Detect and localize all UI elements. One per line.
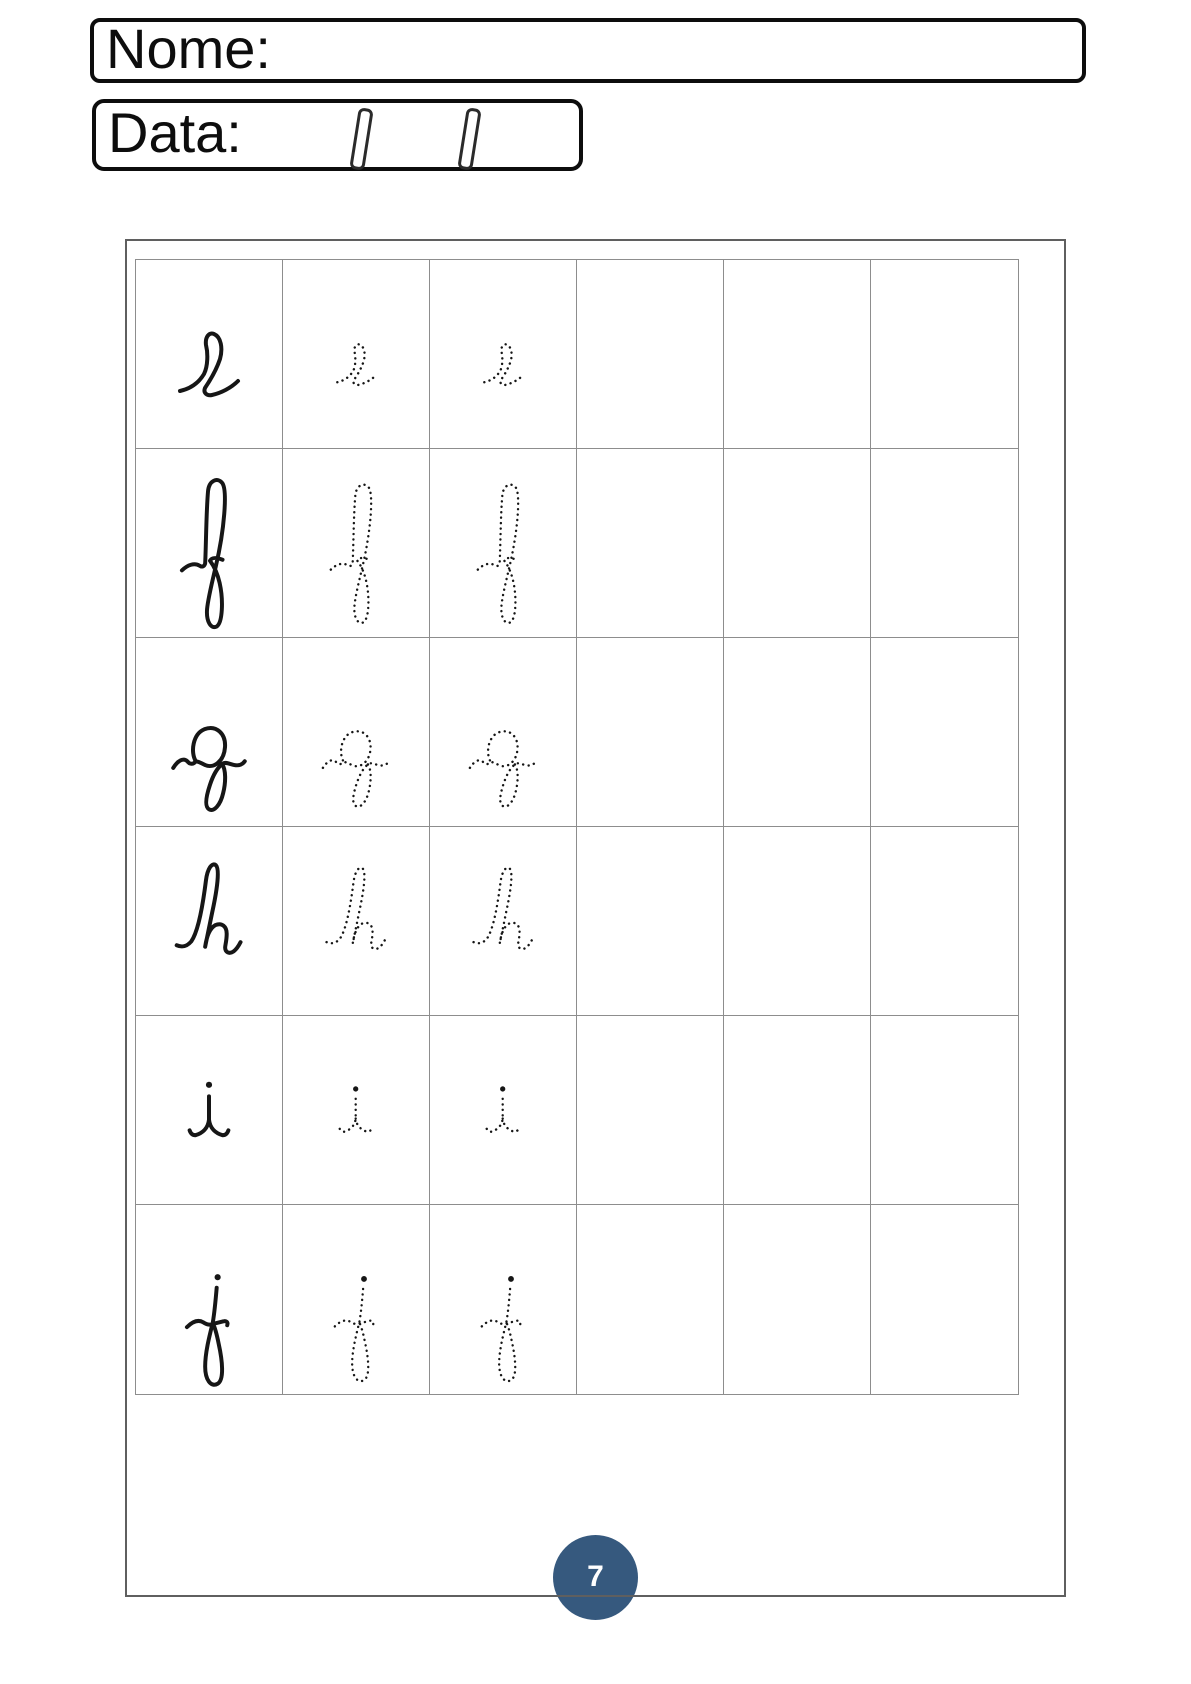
- practice-cell-r3c6: [871, 638, 1018, 827]
- page-number-badge: [553, 1535, 638, 1620]
- practice-cell-r6c6: [871, 1205, 1018, 1394]
- letter-dot: [215, 1274, 221, 1280]
- letter-dot: [500, 1086, 505, 1091]
- practice-cell-r3c1: [136, 638, 283, 827]
- practice-cell-r5c5: [724, 1016, 871, 1205]
- letter-dot: [353, 1086, 358, 1091]
- practice-cell-r2c5: [724, 449, 871, 638]
- date-slash-icon: [457, 107, 482, 171]
- practice-cell-r5c2: [283, 1016, 430, 1205]
- practice-cell-r4c1: [136, 827, 283, 1016]
- practice-cell-r4c6: [871, 827, 1018, 1016]
- practice-cell-r5c6: [871, 1016, 1018, 1205]
- letter-i-solid: [187, 1079, 231, 1141]
- practice-cell-r1c2: [283, 260, 430, 449]
- letter-dot: [361, 1276, 367, 1282]
- practice-cell-r1c4: [577, 260, 724, 449]
- letter-e-solid: [178, 327, 240, 401]
- practice-cell-r3c2: [283, 638, 430, 827]
- practice-grid: [135, 259, 1019, 1395]
- practice-cell-r6c3: [430, 1205, 577, 1394]
- practice-cell-r6c2: [283, 1205, 430, 1394]
- date-slash-icon: [349, 107, 374, 171]
- practice-cell-r4c5: [724, 827, 871, 1016]
- practice-cell-r2c4: [577, 449, 724, 638]
- practice-cell-r3c4: [577, 638, 724, 827]
- practice-cell-r6c1: [136, 1205, 283, 1394]
- letter-g-solid: [169, 718, 249, 814]
- practice-cell-r6c4: [577, 1205, 724, 1394]
- letter-f-dotted: [476, 479, 531, 628]
- practice-cell-r4c3: [430, 827, 577, 1016]
- practice-cell-r3c5: [724, 638, 871, 827]
- name-label: Nome:: [106, 16, 271, 80]
- practice-cell-r1c1: [136, 260, 283, 449]
- practice-cell-r1c3: [430, 260, 577, 449]
- name-field-box: [90, 18, 1086, 83]
- letter-e-dotted: [483, 340, 524, 389]
- practice-cell-r2c3: [430, 449, 577, 638]
- letter-f-solid: [180, 474, 238, 632]
- date-field-box: [92, 99, 583, 171]
- date-label: Data:: [108, 101, 242, 164]
- practice-cell-r3c3: [430, 638, 577, 827]
- practice-cell-r2c1: [136, 449, 283, 638]
- letter-h-dotted: [472, 860, 535, 952]
- letter-j-solid: [185, 1272, 233, 1388]
- letter-h-solid: [175, 856, 243, 956]
- practice-cell-r2c2: [283, 449, 430, 638]
- letter-e-dotted: [336, 340, 377, 389]
- letter-f-dotted: [329, 479, 384, 628]
- letter-j-dotted: [480, 1274, 526, 1384]
- practice-cell-r1c6: [871, 260, 1018, 449]
- letter-i-dotted: [337, 1084, 374, 1137]
- letter-dot: [508, 1276, 514, 1282]
- practice-cell-r5c1: [136, 1016, 283, 1205]
- practice-cell-r5c4: [577, 1016, 724, 1205]
- letter-dot: [206, 1082, 212, 1088]
- letter-g-dotted: [319, 722, 393, 810]
- letter-h-dotted: [325, 860, 388, 952]
- practice-cell-r6c5: [724, 1205, 871, 1394]
- practice-cell-r2c6: [871, 449, 1018, 638]
- practice-cell-r5c3: [430, 1016, 577, 1205]
- practice-cell-r1c5: [724, 260, 871, 449]
- practice-cell-r4c2: [283, 827, 430, 1016]
- page-number: 7: [587, 1559, 604, 1593]
- letter-g-dotted: [466, 722, 540, 810]
- practice-cell-r4c4: [577, 827, 724, 1016]
- letter-i-dotted: [484, 1084, 521, 1137]
- letter-j-dotted: [333, 1274, 379, 1384]
